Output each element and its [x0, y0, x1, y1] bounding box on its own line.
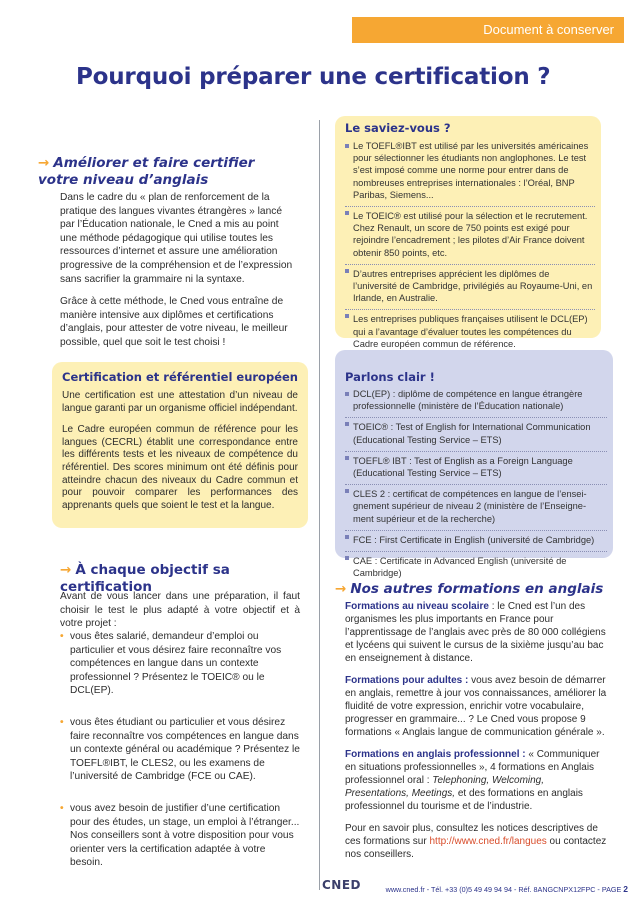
parlons-clair-box	[335, 350, 613, 579]
arrow-icon: →	[335, 581, 347, 597]
arrow-icon: →	[60, 562, 72, 578]
arrow-icon: →	[38, 155, 50, 171]
box-title: Certification et référentiel européen	[62, 370, 298, 384]
autres-body	[345, 600, 607, 870]
list-item: CAE : Certificate in Advanced English (université de Cambridge)	[345, 551, 607, 579]
paragraph: Formations au niveau scolaire : le Cned est l’un des organismes les plus importants en France pour l’apprentissage de l’anglais avec près de 80 000 collégiens et lycéens qui suivent le cursus de la sixième jusqu’au bac en enseignement à distance.	[345, 601, 606, 664]
page-number: 2	[623, 884, 628, 894]
list-item: Le TOEIC® est utilisé pour la sélection et le recrutement. Chez Renault, un score de 750 points est exigé pour rejoindre l’encadrement ; les pilotes d’Air France doivent obtenir 850 points, etc.	[345, 206, 595, 259]
section-heading-autres: → Nos autres formations en anglais	[335, 581, 604, 597]
list-item: TOEFL® IBT : Test of English as a Foreign Language (Educational Testing Service – ETS)	[345, 451, 607, 479]
footer-text: www.cned.fr - Tél. +33 (0)5 49 49 94 94 - Réf. 8ANGCNPX12FPC - PAGE 2	[385, 884, 628, 894]
list-item: Les entreprises publiques françaises utilisent le DCL(EP) qui a l’avantage d’évaluer toutes les compétences du Cadre européen commun de référence.	[345, 309, 595, 350]
list-item: D’autres entreprises apprécient les diplômes de l’université de Cambridge, privilégiés au Royaume-Uni, en Irlande, en Australie.	[345, 264, 595, 305]
paragraph: Formations pour adultes : vous avez besoin de démarrer en anglais, remettre à jour vos connaissances, améliorer la fluidité de votre expression, enrichir votre vocabulaire, progresser en grammaire... ? Le Cned vous propose 9 formations « Anglais langue de communication générale ».	[345, 675, 607, 738]
certification-box	[52, 362, 308, 528]
list-item: • vous êtes salarié, demandeur d’emploi ou particulier et vous désirez faire reconnaître vos compétences en langue dans un contexte professionnel ? Présentez le TOEIC® ou le DCL(EP).	[60, 630, 300, 698]
list-item: Le TOEFL®IBT est utilisé par les universités américaines pour sélectionner les étudiants non anglophones. Le test s’est imposé comme une norme pour entrer dans de nombreuses entreprises internationales : l’Oréal, BNP Paribas, Siemens...	[345, 140, 595, 201]
paragraph: Grâce à cette méthode, le Cned vous entraîne de manière intensive aux diplômes et certifications d’anglais, pour attester de votre niveau, le meilleur possible, quel que soit le test choisi !	[60, 296, 288, 348]
list-item: • vous avez besoin de justifier d’une certification pour des études, un stage, un emploi à l’étranger... Nos conseillers sont à votre disposition pour vous orienter vers la certification adaptée à votre besoin.	[60, 802, 300, 870]
paragraph: Une certification est une attestation d’un niveau de langue garanti par un organisme officiel indépendant.	[62, 390, 298, 414]
box-title: Parlons clair !	[345, 370, 435, 384]
objectif-list	[60, 630, 300, 888]
list-item: • vous êtes étudiant ou particulier et vous désirez faire reconnaître vos compétences en langue dans un contexte général ou académique ? Présentez le TOEFL®IBT, le CLES2, ou les examens de l’université de Cambridge (FCE ou CAE).	[60, 716, 300, 784]
objectif-intro: Avant de vous lancer dans une préparation, il faut choisir le test le plus adapté à votre objectif et à votre projet :	[60, 591, 300, 630]
parlons-list	[345, 388, 607, 584]
list-item: DCL(EP) : diplôme de compétence en langue étrangère professionnelle (ministère de l’Éducation nationale)	[345, 388, 607, 412]
paragraph: Le Cadre européen commun de référence pour les langues (CECRL) établit une correspondance entre les différents tests et les niveaux de compétence du référentiel. Des scores minimum ont été définis pour atteindre chacun des niveaux du Cadre commun et pour pouvoir comparer les performances des apprenants quels que soient le test et la langue.	[62, 424, 298, 511]
certification-body	[62, 390, 298, 521]
list-item: CLES 2 : certificat de compétences en langue de l’ensei- gnement supérieur de niveau 2 (ministère de l’Enseigne- ment supérieur et de la recherche)	[345, 484, 607, 525]
column-divider	[319, 120, 320, 890]
section-ameliorer-body	[60, 191, 298, 359]
paragraph: Formations en anglais professionnel : « Communiquer en situations professionnelles », 4 formations en Anglais professionnel oral : Telephoning, Welcoming, Presentations, Meetings, et des formations en anglais professionnel du tourisme et de l’industrie.	[345, 749, 600, 812]
cned-logo: CNED	[322, 878, 362, 892]
page-title: Pourquoi préparer une certification ?	[76, 64, 551, 90]
cned-langues-link[interactable]: http://www.cned.fr/langues	[429, 836, 547, 847]
box-title: Le saviez-vous ?	[345, 121, 451, 135]
saviez-vous-box	[335, 116, 601, 349]
list-item: TOEIC® : Test of English for International Communication (Educational Testing Service – ETS)	[345, 417, 607, 445]
saviez-list	[345, 140, 595, 355]
section-heading-ameliorer: → Améliorer et faire certifier votre niveau d’anglais	[38, 155, 255, 188]
document-tag: Document à conserver	[352, 17, 624, 43]
section-heading-objectif: → À chaque objectif sa certification	[60, 562, 230, 595]
list-item: FCE : First Certificate in English (université de Cambridge)	[345, 530, 607, 546]
paragraph: Pour en savoir plus, consultez les notices descriptives de ces formations sur http://www.cned.fr/langues ou contactez nos conseillers.	[345, 823, 607, 860]
paragraph: Dans le cadre du « plan de renforcement de la pratique des langues vivantes étrangères » lancé par l’Éducation nationale, le Cned a mis au point une méthode pédagogique qui utilise toutes les ressources d’internet et assure une amélioration progressive de la compréhension et de l’expression sans sacrifier la grammaire ni la syntaxe.	[60, 192, 293, 285]
